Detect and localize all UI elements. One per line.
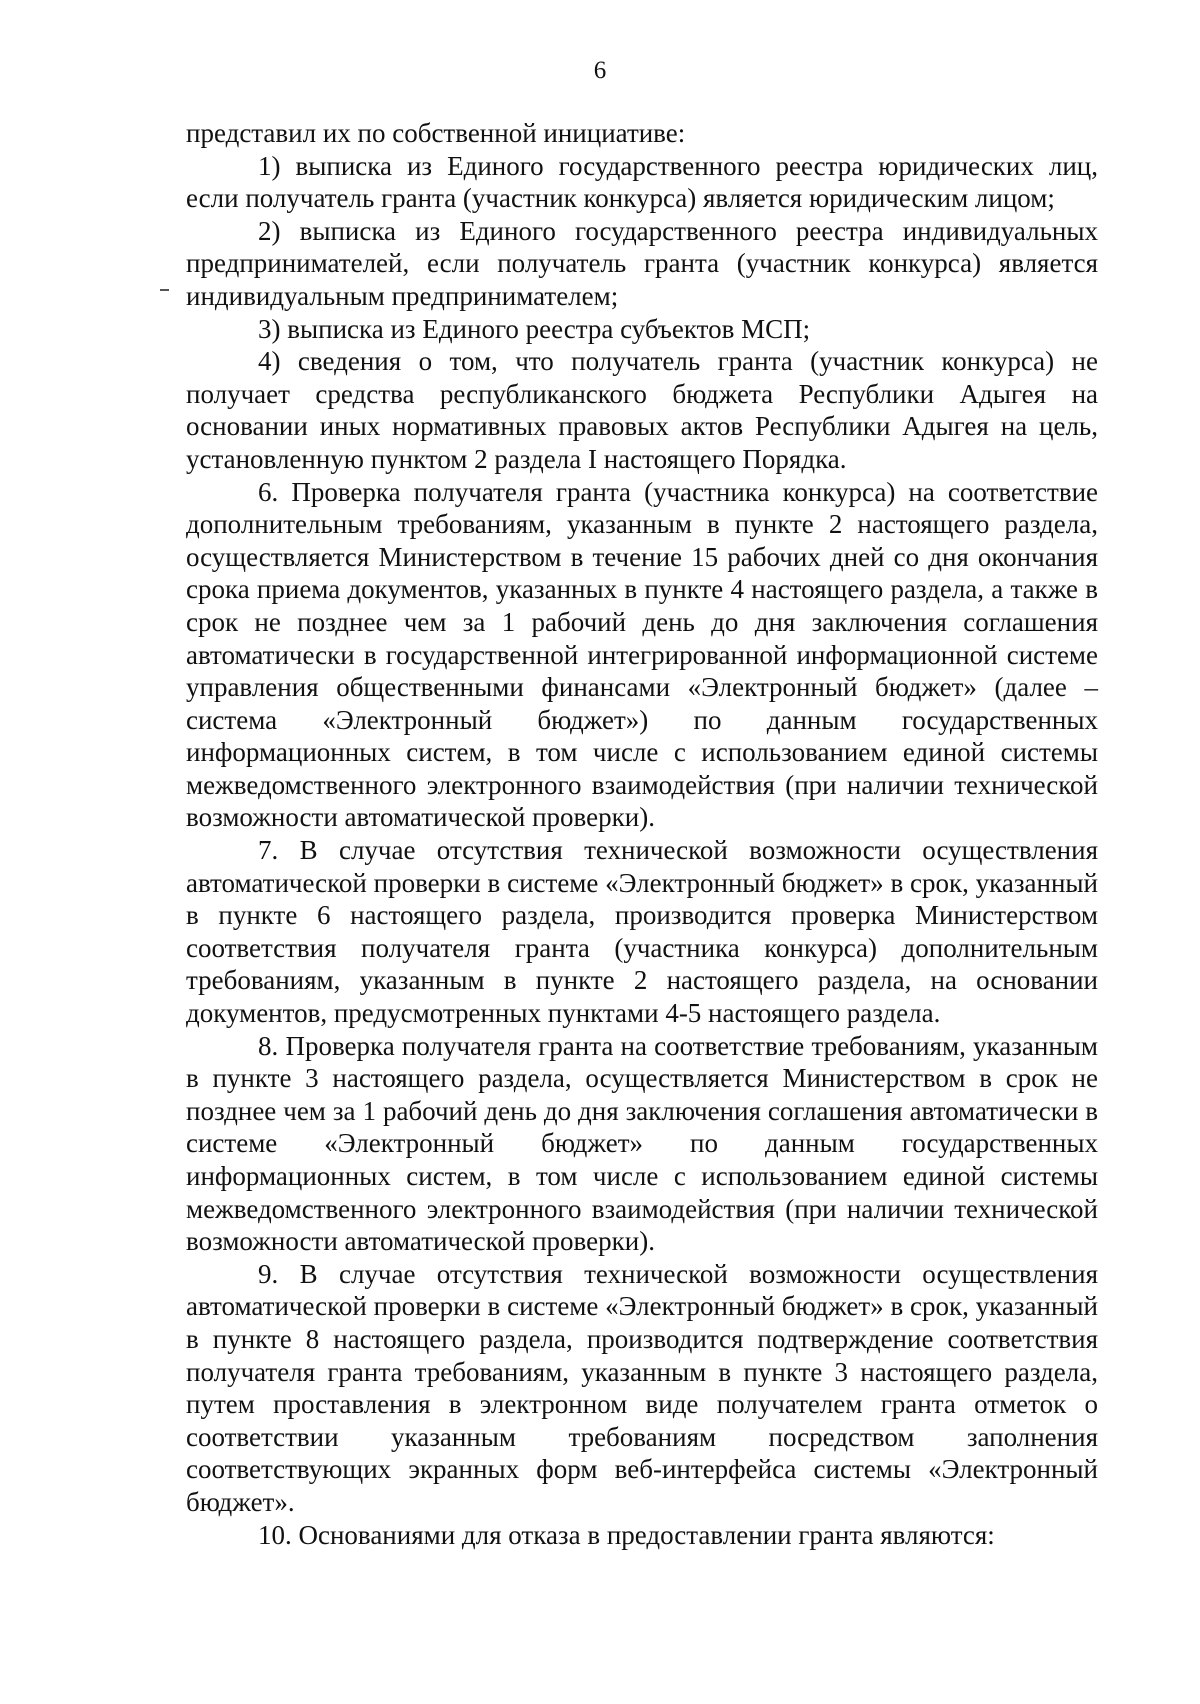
clause-10: 10. Основаниями для отказа в предоставлении гранта являются: <box>258 1519 995 1550</box>
page-number: 6 <box>593 57 607 84</box>
clause-7: 7. В случае отсутствия технической возможности осуществления автоматической проверки в системе «Электронный бюджет» в срок, указанный в пункте 6 настоящего раздела, производится проверка Министерством соответствия получателя гранта (участника конкурса) дополнительным требованиям, указанным в пункте 2 настоящего раздела, на основании документов, предусмотренных пунктами 4-5 настоящего раздела. <box>186 835 1098 1029</box>
document-body <box>186 117 1098 1551</box>
list-item-1: 1) выписка из Единого государственного реестра юридических лиц, если получатель гранта (участник конкурса) является юридическим лицом; <box>186 150 1098 214</box>
list-item-2: 2) выписка из Единого государственного реестра индивидуальных предпринимателей, если получатель гранта (участник конкурса) является индивидуальным предпринимателем; <box>186 215 1098 311</box>
clause-9: 9. В случае отсутствия технической возможности осуществления автоматической проверки в системе «Электронный бюджет» в срок, указанный в пункте 8 настоящего раздела, производится подтверждение соответствия получателя гранта требованиям, указанным в пункте 3 настоящего раздела, путем проставления в электронном виде получателем гранта отметок о соответствии указанным требованиям посредством заполнения соответствующих экранных форм веб-интерфейса системы «Электронный бюджет». <box>186 1258 1098 1517</box>
list-item-4: 4) сведения о том, что получатель гранта (участник конкурса) не получает средства республиканского бюджета Республики Адыгея на основании иных нормативных правовых актов Республики Адыгея на цель, установленную пунктом 2 раздела I настоящего Порядка. <box>186 346 1098 474</box>
clause-6: 6. Проверка получателя гранта (участника конкурса) на соответствие дополнительным требованиям, указанным в пункте 2 настоящего раздела, осуществляется Министерством в течение 15 рабочих дней со дня окончания срока приема документов, указанных в пункте 4 настоящего раздела, а также в срок не позднее чем за 1 рабочий день до дня заключения соглашения автоматически в государственной интегрированной информационной системе управления общественными финансами «Электронный бюджет» (далее – система «Электронный бюджет») по данным государственных информационных систем, в том числе с использованием единой системы межведомственного электронного взаимодействия (при наличии технической возможности автоматической проверки). <box>186 476 1098 833</box>
clause-8: 8. Проверка получателя гранта на соответствие требованиям, указанным в пункте 3 настоящего раздела, осуществляется Министерством в срок не позднее чем за 1 рабочий день до дня заключения соглашения автоматически в системе «Электронный бюджет» по данным государственных информационных систем, в том числе с использованием единой системы межведомственного электронного взаимодействия (при наличии технической возможности автоматической проверки). <box>186 1030 1098 1257</box>
list-item-3: 3) выписка из Единого реестра субъектов МСП; <box>258 313 811 344</box>
paragraph-continuation: представил их по собственной инициативе: <box>186 118 686 148</box>
margin-mark <box>160 289 169 291</box>
